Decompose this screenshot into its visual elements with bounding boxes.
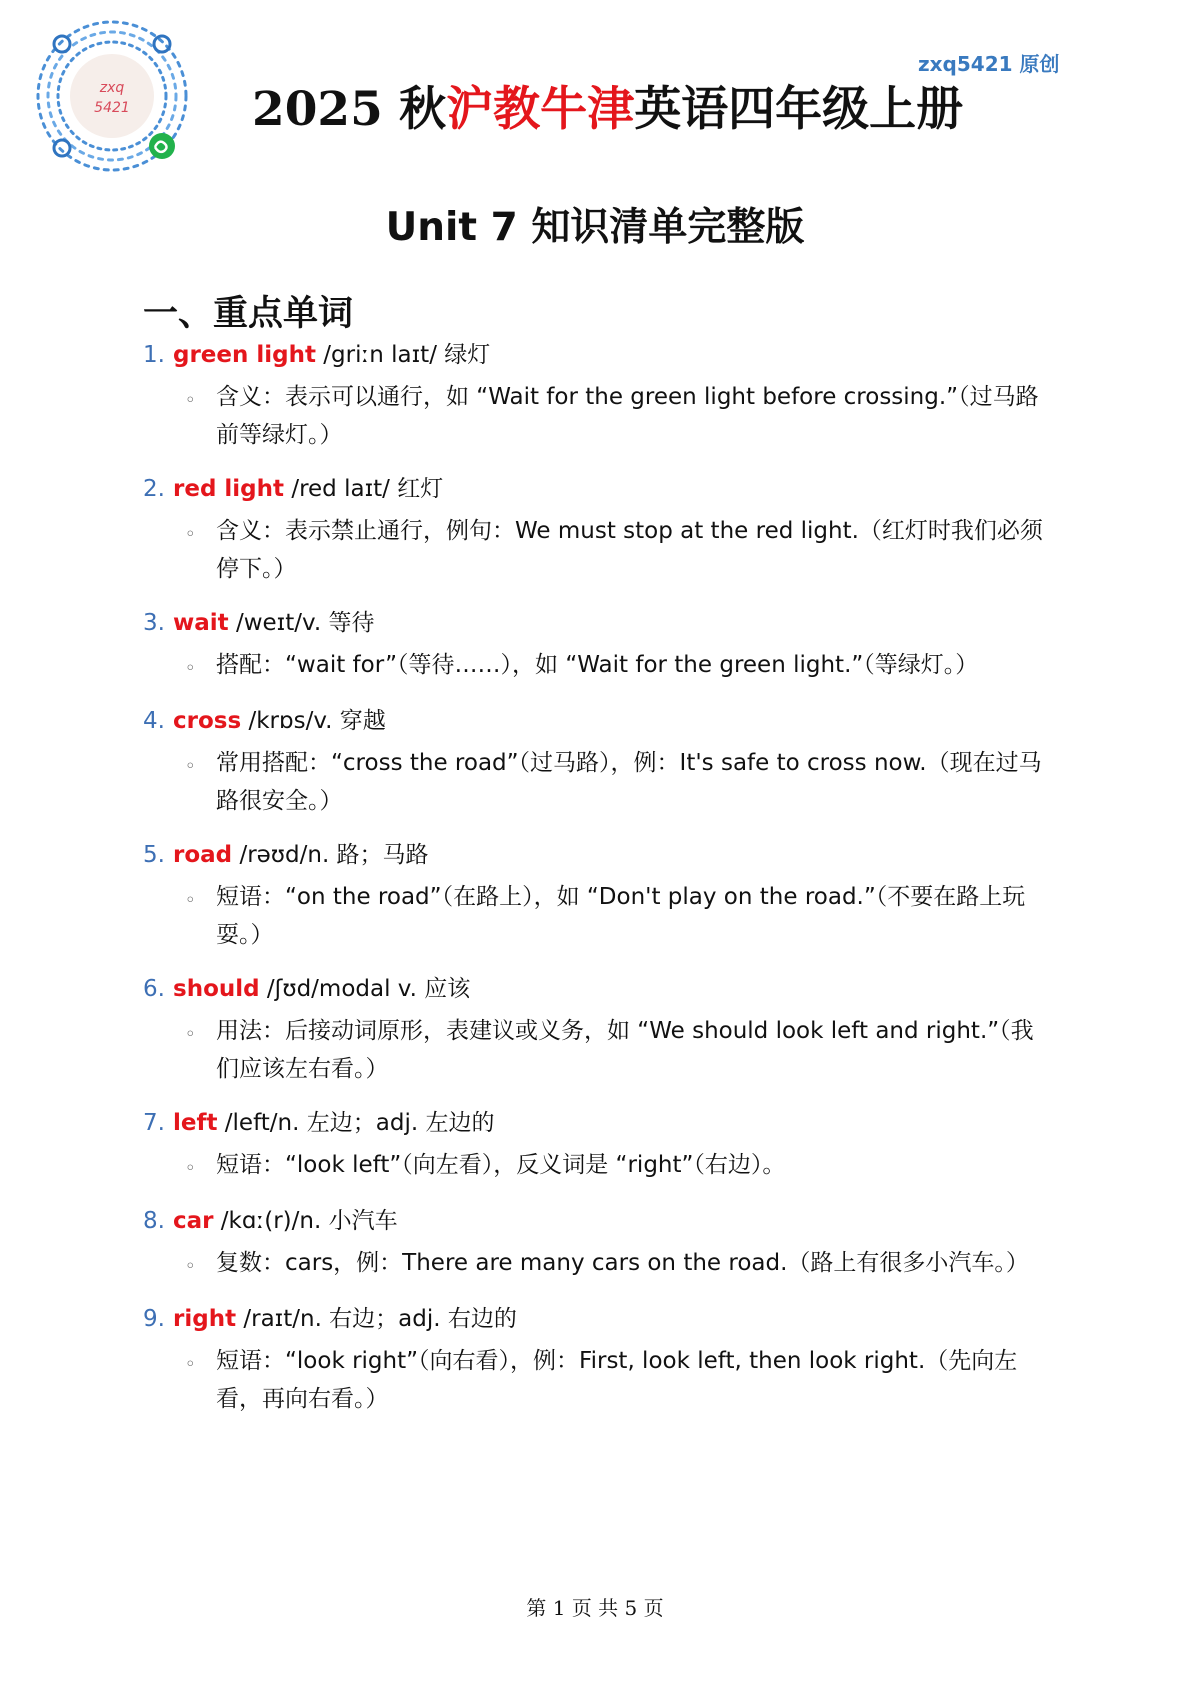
word-number: 5. [143, 842, 165, 868]
word-phonetic-meaning: /kɑː(r)/n. 小汽车 [213, 1208, 398, 1234]
word-phonetic-meaning: /rəʊd/n. 路；马路 [232, 842, 429, 868]
bullet-icon: ◦ [185, 390, 196, 411]
logo-text-2: 5421 [94, 100, 130, 116]
word-phonetic-meaning: /red laɪt/ 红灯 [284, 476, 444, 502]
word-phonetic-meaning: /griːn laɪt/ 绿灯 [316, 342, 491, 368]
word-description: 含义：表示禁止通行，例句：We must stop at the red light.（红灯时我们必须停下。） [216, 518, 1043, 582]
word-heading [143, 836, 429, 869]
word-term: red light [173, 476, 285, 502]
word-number: 1. [143, 342, 165, 368]
document-subtitle: Unit 7 知识清单完整版 [385, 205, 805, 250]
word-description: 短语：“look left”（向左看），反义词是 “right”（右边）。 [216, 1152, 786, 1178]
word-number: 2. [143, 476, 165, 502]
word-number: 9. [143, 1306, 165, 1332]
word-term: green light [173, 342, 316, 368]
word-description: 含义：表示可以通行，如 “Wait for the green light before crossing.”（过马路前等绿灯。） [216, 384, 1039, 448]
word-heading [143, 1202, 398, 1235]
word-term: should [173, 976, 260, 1002]
bullet-icon: ◦ [185, 1158, 196, 1179]
word-heading [143, 702, 386, 735]
qr-logo [32, 16, 192, 176]
bullet-icon: ◦ [185, 1256, 196, 1277]
word-description: 用法：后接动词原形，表建议或义务，如 “We should look left and right.”（我们应该左右看。） [216, 1018, 1034, 1082]
bullet-icon: ◦ [185, 524, 196, 545]
bullet-icon: ◦ [185, 1024, 196, 1045]
word-description: 复数：cars，例：There are many cars on the road.（路上有很多小汽车。） [216, 1250, 1029, 1276]
word-heading [143, 604, 374, 637]
word-phonetic-meaning: /weɪt/v. 等待 [228, 610, 375, 636]
page-footer: 第 1 页 共 5 页 [526, 1596, 664, 1620]
word-phonetic-meaning: /ʃʊd/modal v. 应该 [259, 976, 471, 1002]
word-heading [143, 1104, 494, 1137]
word-number: 3. [143, 610, 165, 636]
word-description: 短语：“on the road”（在路上），如 “Don't play on the road.”（不要在路上玩耍。） [216, 884, 1026, 948]
word-heading [143, 970, 470, 1003]
word-heading [143, 1300, 517, 1333]
section-heading: 一、重点单词 [143, 294, 354, 334]
word-description: 搭配：“wait for”（等待……），如 “Wait for the green light.”（等绿灯。） [216, 652, 979, 678]
word-description: 常用搭配：“cross the road”（过马路），例：It's safe to cross now.（现在过马路很安全。） [216, 750, 1042, 814]
word-phonetic-meaning: /krɒs/v. 穿越 [241, 708, 386, 734]
word-number: 4. [143, 708, 165, 734]
watermark-label: zxq5421 原创 [918, 52, 1060, 76]
logo-text-1: zxq [99, 80, 125, 96]
word-term: wait [173, 610, 229, 636]
word-term: right [173, 1306, 237, 1332]
word-term: left [173, 1110, 218, 1136]
word-term: cross [173, 708, 242, 734]
word-description: 短语：“look right”（向右看），例：First, look left, then look right.（先向左看，再向右看。） [216, 1348, 1018, 1412]
title-part-1: 2025 秋 [252, 82, 447, 137]
word-number: 7. [143, 1110, 165, 1136]
word-phonetic-meaning: /left/n. 左边；adj. 左边的 [217, 1110, 495, 1136]
title-part-2: 沪教牛津 [446, 82, 635, 137]
bullet-icon: ◦ [185, 890, 196, 911]
word-heading [143, 336, 490, 369]
title-part-3: 英语四年级上册 [634, 82, 964, 137]
word-phonetic-meaning: /raɪt/n. 右边；adj. 右边的 [236, 1306, 517, 1332]
word-number: 8. [143, 1208, 165, 1234]
word-number: 6. [143, 976, 165, 1002]
bullet-icon: ◦ [185, 756, 196, 777]
word-term: car [173, 1208, 214, 1234]
word-heading [143, 470, 443, 503]
word-term: road [173, 842, 233, 868]
bullet-icon: ◦ [185, 1354, 196, 1375]
page-title [252, 72, 963, 139]
bullet-icon: ◦ [185, 658, 196, 679]
